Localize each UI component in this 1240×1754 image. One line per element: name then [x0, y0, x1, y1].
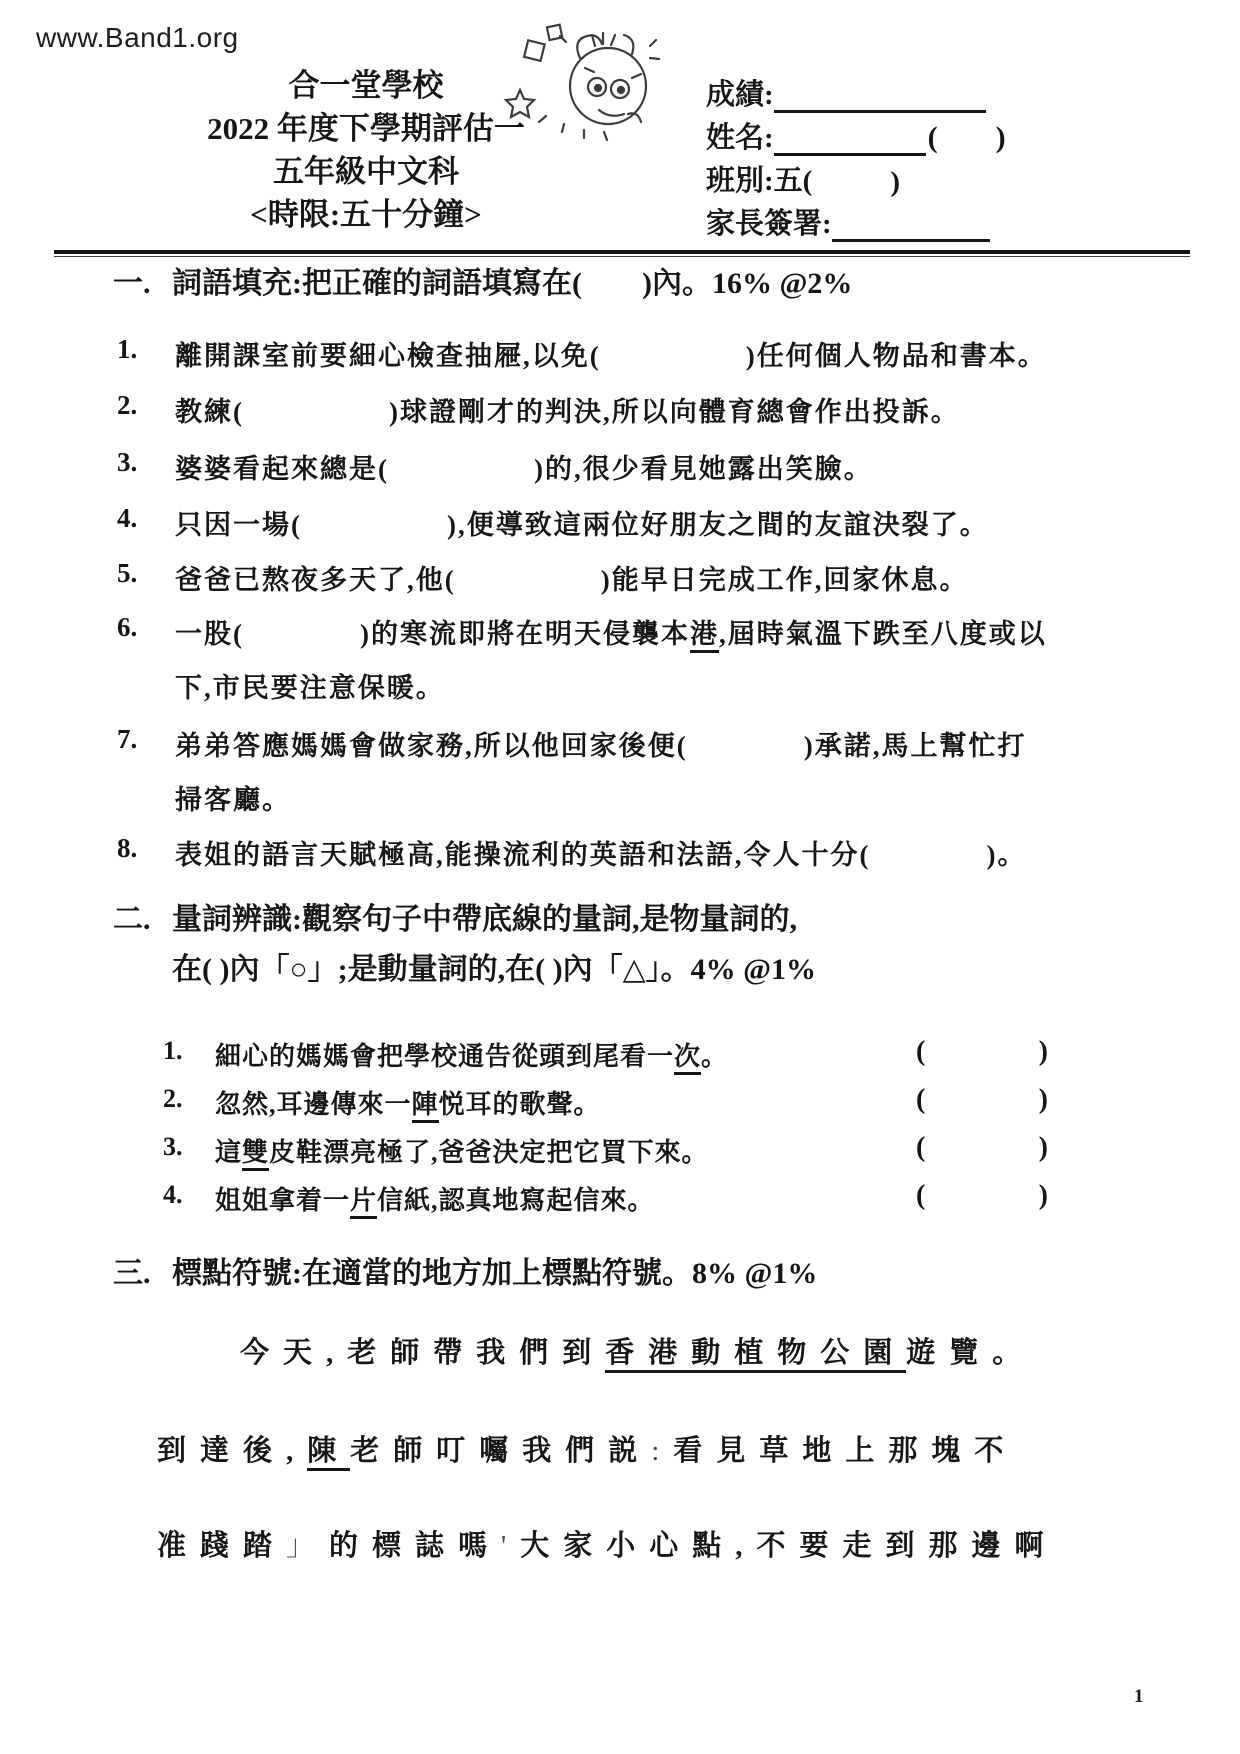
- exam-header: [148, 64, 584, 236]
- class-label: 班別:五(: [706, 165, 813, 197]
- school-name: 合一堂學校: [288, 68, 444, 103]
- s2q3-post: 皮鞋漂亮極了,爸爸決定把它買下來。: [269, 1138, 709, 1167]
- s1-question-3: [117, 447, 873, 486]
- s2q1-measure-word: 次: [674, 1042, 701, 1075]
- s2q3-measure-word: 雙: [242, 1138, 269, 1171]
- s2q3-text: [215, 1132, 709, 1169]
- q4-text: 只因一場( ),便導致這兩位好朋友之間的友誼決裂了。: [175, 510, 989, 540]
- s2q1-number: 1.: [163, 1036, 183, 1065]
- q6-pre: 一股( )的寒流即將在明天侵襲本: [175, 619, 690, 649]
- s2q1-paren-close: ): [1038, 1036, 1048, 1067]
- q6-underlined-char: 港: [690, 619, 719, 653]
- q8-text: 表姐的語言天賦極高,能操流利的英語和法語,令人十分( )。: [175, 840, 1027, 870]
- time-limit: <時限:五十分鐘>: [250, 197, 482, 232]
- s1-question-8: [117, 833, 1026, 872]
- class-paren-close: ): [890, 166, 900, 198]
- s2q4-post: 信紙,認真地寫起信來。: [377, 1186, 655, 1215]
- q3-text: 婆婆看起來總是( )的,很少看見她露出笑臉。: [175, 454, 873, 484]
- q6-post: ,屆時氣溫下跌至八度或以: [718, 619, 1047, 649]
- q8-number: 8.: [117, 833, 138, 863]
- s2q2-paren-open: (: [916, 1084, 926, 1115]
- name-blank-line: [774, 123, 926, 156]
- section3-number: 三.: [113, 1257, 151, 1290]
- s2q4-number: 4.: [163, 1180, 183, 1209]
- s1-question-7-line2: [117, 778, 291, 817]
- s2q2-measure-word: 陣: [412, 1090, 439, 1123]
- passage2-underlined-surname: 陳: [307, 1435, 350, 1471]
- parent-signature-label: 家長簽署:: [706, 208, 832, 240]
- q2-number: 2.: [117, 390, 138, 420]
- page-number: 1: [1134, 1686, 1144, 1707]
- section1-heading: [113, 258, 852, 302]
- class-number-paren: ( ): [927, 121, 1020, 154]
- passage2-pencil-colon: :: [651, 1435, 674, 1467]
- section3-heading: [113, 1248, 817, 1292]
- parent-signature-blank-line: [832, 209, 990, 242]
- s1-question-6-line2: [117, 666, 445, 705]
- section2-title-line2: 在( )內「○」;是動量詞的,在( )內「△」。4% @1%: [172, 953, 817, 986]
- q6-text-line1: [175, 612, 1047, 651]
- s2q4-measure-word: 片: [350, 1186, 377, 1219]
- passage3-c: 大家小心點,不要走到那邊啊: [520, 1530, 1058, 1562]
- s1-question-7: [117, 724, 1026, 763]
- s2q4-pre: 姐姐拿着一: [215, 1186, 351, 1215]
- student-info-fields: [706, 70, 1020, 242]
- name-label: 姓名:: [706, 122, 774, 154]
- section2-heading: [113, 894, 797, 938]
- exam-subject: 五年級中文科: [273, 154, 459, 189]
- s2q4-answer-parens: [916, 1180, 1048, 1212]
- q5-number: 5.: [117, 558, 138, 588]
- watermark-url: www.Band1.org: [36, 22, 239, 53]
- passage-line-3: [157, 1523, 1058, 1564]
- s2q2-text: [215, 1084, 601, 1121]
- s2q1-post: 。: [701, 1042, 729, 1071]
- s1-question-5: [117, 558, 968, 597]
- passage1-underlined-place-name: 香港動植物公園: [605, 1337, 906, 1373]
- passage2-mid: 老師叮囑我們説: [350, 1435, 652, 1467]
- q1-text: 離開課室前要細心檢查抽屜,以免( )任何個人物品和書本。: [175, 341, 1047, 371]
- s1-question-2: [117, 390, 960, 429]
- header-divider-echo: [54, 256, 1190, 257]
- q7-text-line1: 弟弟答應媽媽會做家務,所以他回家後便( )承諾,馬上幫忙打: [175, 731, 1027, 761]
- s2q3-pre: 這: [215, 1138, 243, 1167]
- q6-text-line2: 下,市民要注意保暖。: [175, 673, 445, 703]
- class-field: [706, 156, 1020, 199]
- s1-question-6: [117, 612, 1047, 651]
- passage3-pencil-tick: ': [501, 1530, 521, 1562]
- s2q2-pre: 忽然,耳邊傳來一: [215, 1090, 412, 1119]
- section1-title: 詞語填充:把正確的詞語填寫在( )內。16% @2%: [172, 267, 853, 300]
- score-field: [706, 70, 1020, 113]
- s2q2-answer-parens: [916, 1084, 1048, 1116]
- s2q4-paren-open: (: [916, 1180, 926, 1211]
- s1-question-1: [117, 334, 1047, 373]
- score-label: 成績:: [706, 79, 774, 111]
- header-divider-line: [54, 250, 1190, 254]
- q4-number: 4.: [117, 503, 138, 533]
- s2q3-paren-close: ): [1038, 1132, 1048, 1163]
- q2-text: 教練( )球證剛才的判決,所以向體育總會作出投訴。: [175, 397, 960, 427]
- s2q1-pre: 細心的媽媽會把學校通告從頭到尾看一: [215, 1042, 675, 1071]
- score-blank-line: [774, 80, 986, 113]
- passage2-pre: 到達後,: [157, 1435, 308, 1467]
- passage-line-1: [240, 1330, 1035, 1371]
- q3-number: 3.: [117, 447, 138, 477]
- passage2-post: 看見草地上那塊不: [673, 1435, 1018, 1467]
- passage1-pre: 今天,老師帶我們到: [240, 1337, 606, 1369]
- q6-number: 6.: [117, 612, 138, 642]
- s2-question-2: [163, 1084, 601, 1121]
- s2q2-post: 悦耳的歌聲。: [438, 1090, 601, 1119]
- passage1-post: 遊覽。: [906, 1337, 1036, 1369]
- s2q1-paren-open: (: [916, 1036, 926, 1067]
- passage-line-2: [157, 1428, 1017, 1469]
- q5-text: 爸爸已熬夜多天了,他( )能早日完成工作,回家休息。: [175, 565, 969, 595]
- s2q3-paren-open: (: [916, 1132, 926, 1163]
- s2q2-number: 2.: [163, 1084, 183, 1113]
- s2-question-4: [163, 1180, 655, 1217]
- s2q1-answer-parens: [916, 1036, 1048, 1068]
- name-field: [706, 113, 1020, 156]
- q7-number: 7.: [117, 724, 138, 754]
- s2q4-paren-close: ): [1038, 1180, 1048, 1211]
- s2q2-paren-close: ): [1038, 1084, 1048, 1115]
- section2-heading-line2: [172, 944, 816, 988]
- passage3-b: 的標誌嗎: [329, 1530, 502, 1562]
- q1-number: 1.: [117, 334, 138, 364]
- s2q3-answer-parens: [916, 1132, 1048, 1164]
- section2-number: 二.: [113, 903, 151, 936]
- section3-title: 標點符號:在適當的地方加上標點符號。8% @1%: [172, 1257, 818, 1290]
- s2q1-text: [215, 1036, 728, 1073]
- s2q4-text: [215, 1180, 655, 1217]
- s2-question-3: [163, 1132, 709, 1169]
- parent-signature-field: [706, 199, 1020, 242]
- passage3-pencil-quote: 」: [286, 1530, 330, 1562]
- q7-text-line2: 掃客廳。: [175, 785, 291, 815]
- s2q3-number: 3.: [163, 1132, 183, 1161]
- s1-question-4: [117, 503, 989, 542]
- exam-title: 2022 年度下學期評估一: [207, 111, 525, 146]
- passage3-a: 准踐踏: [157, 1530, 287, 1562]
- section2-title-line1: 量詞辨識:觀察句子中帶底線的量詞,是物量詞的,: [172, 903, 797, 936]
- s2-question-1: [163, 1036, 728, 1073]
- section1-number: 一.: [113, 267, 151, 300]
